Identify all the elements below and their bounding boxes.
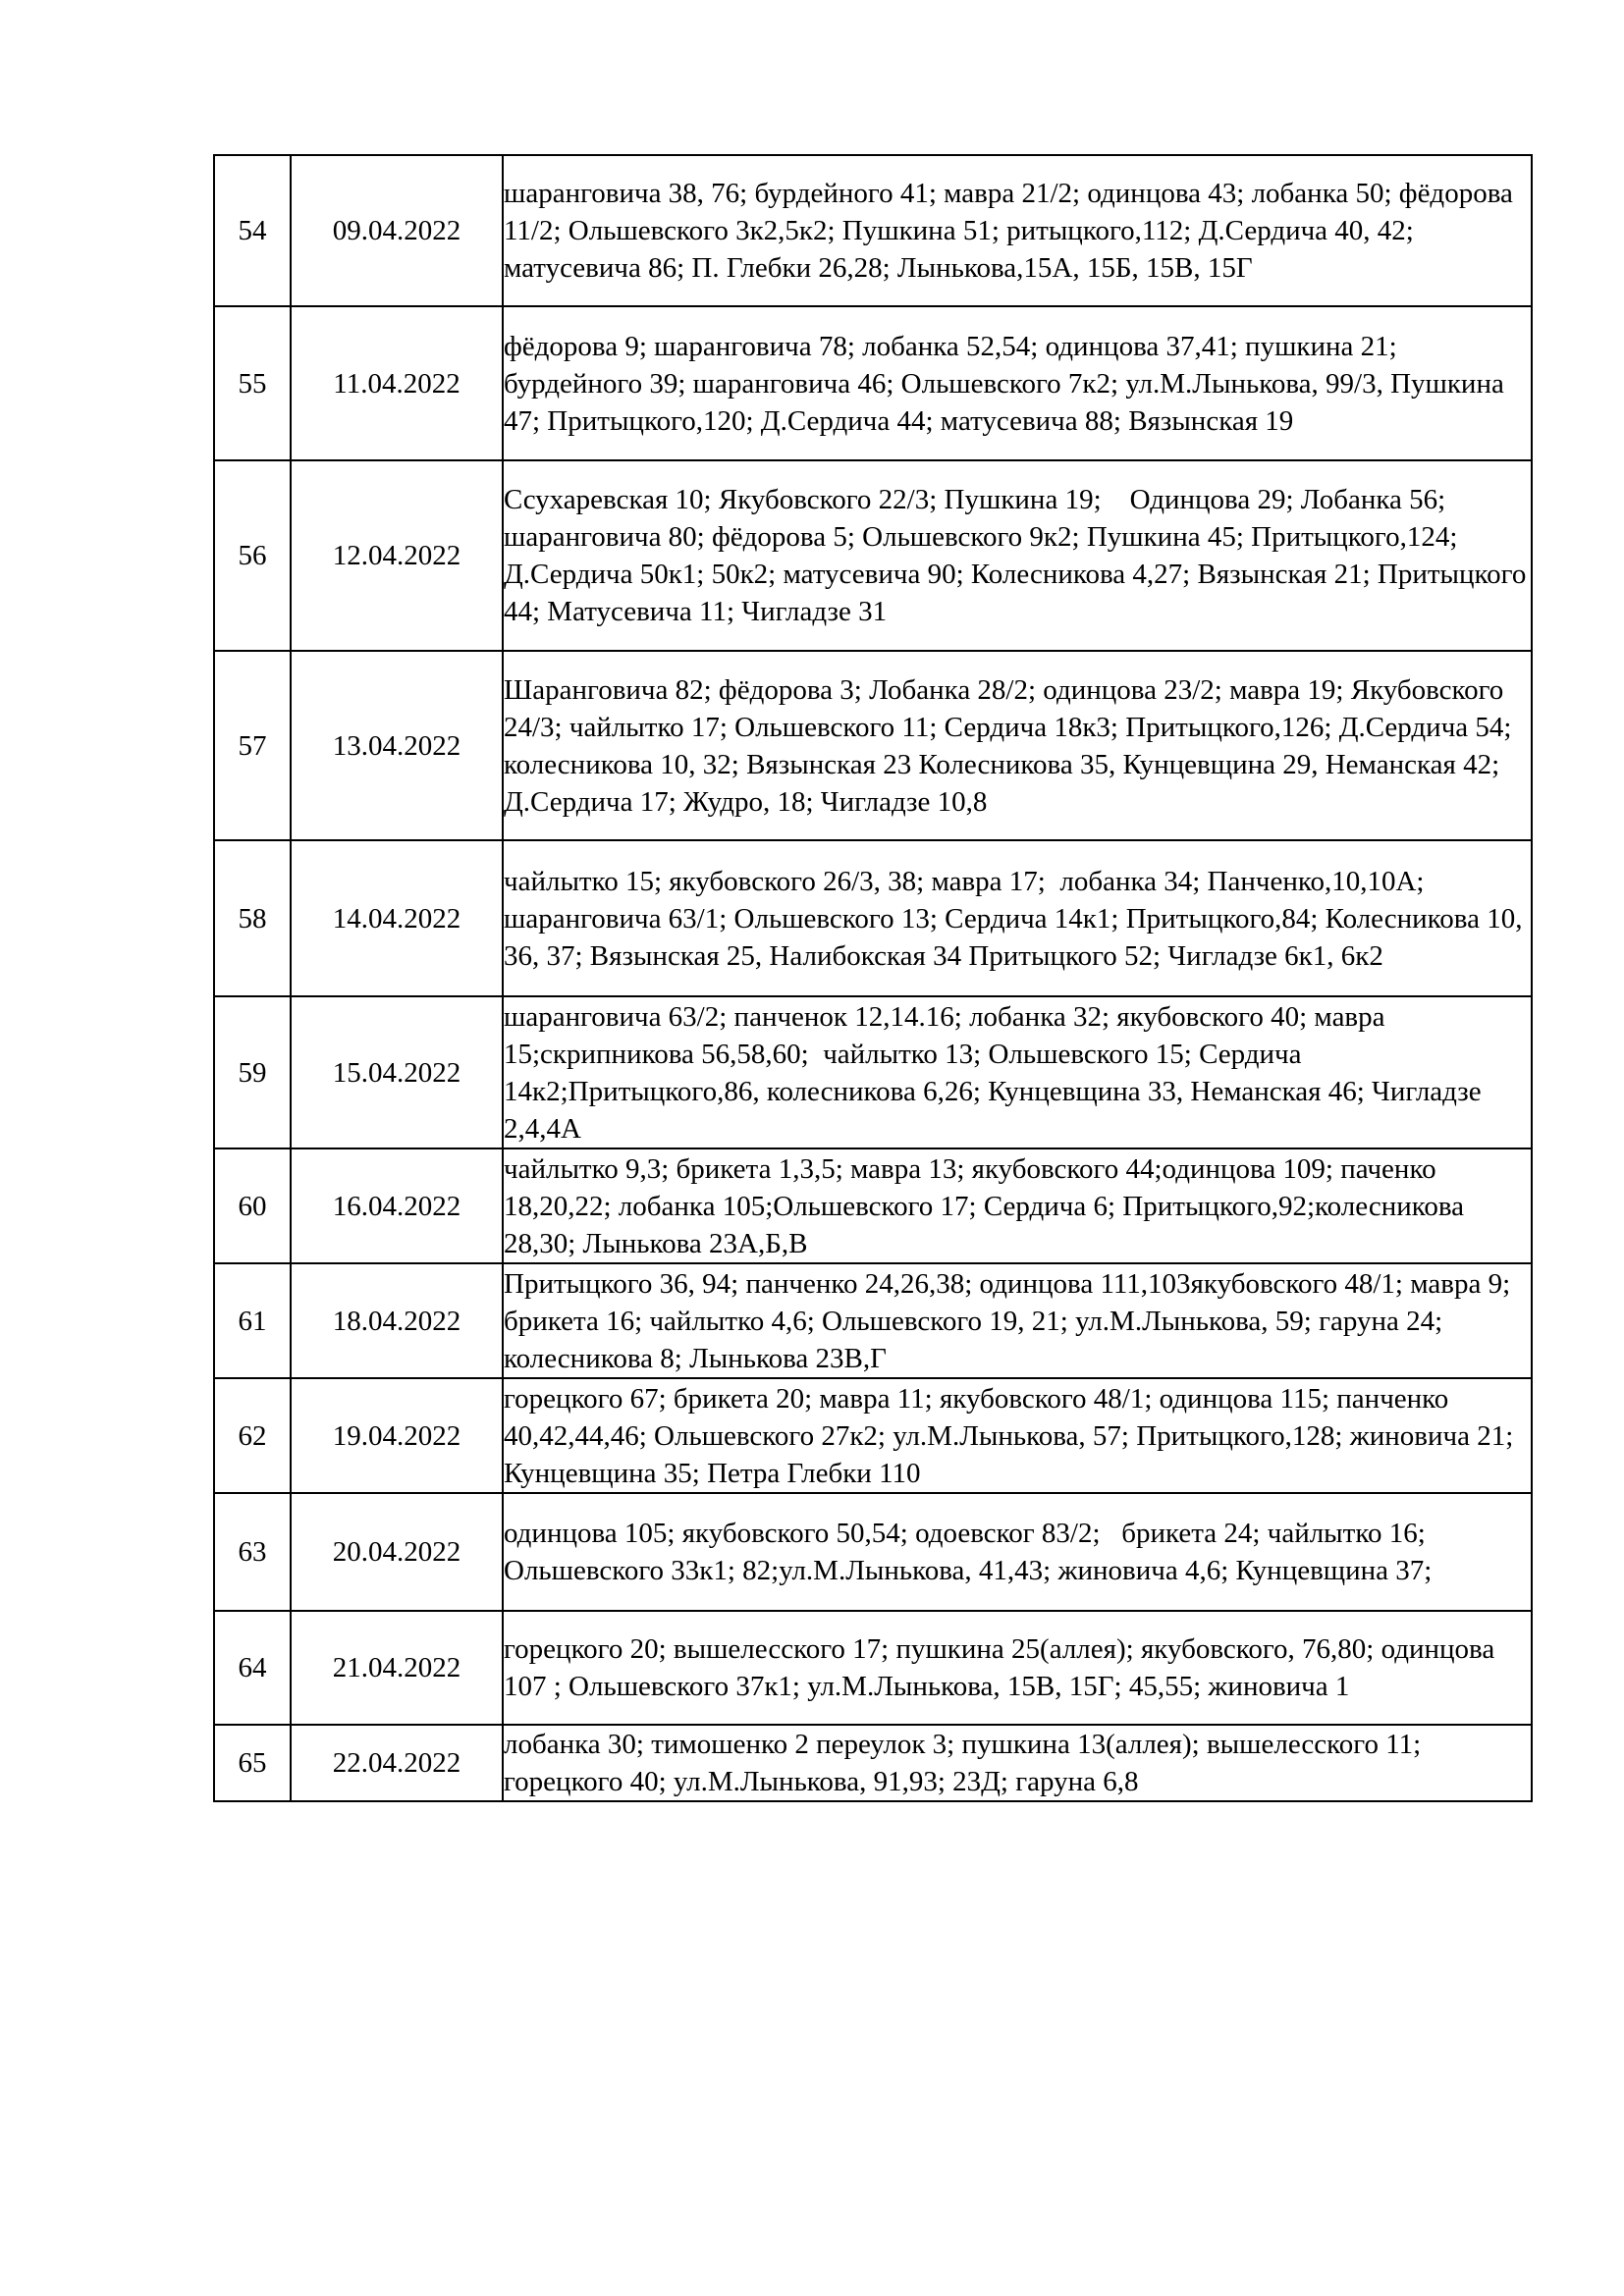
schedule-table-body [214,155,1532,1801]
row-addresses-cell: лобанка 30; тимошенко 2 переулок 3; пушкина 13(аллея); вышелесского 11; горецкого 40; ул.М.Лынькова, 91,93; 23Д; гаруна 6,8 [503,1725,1532,1801]
row-number-cell: 57 [214,651,291,840]
row-addresses-cell: одинцова 105; якубовского 50,54; одоевског 83/2; брикета 24; чайлытко 16; Ольшевского 33к1; 82;ул.М.Лынькова, 41,43; жиновича 4,6; Кунцевщина 37; [503,1493,1532,1611]
row-addresses-cell: горецкого 67; брикета 20; мавра 11; якубовского 48/1; одинцова 115; панченко 40,42,44,46; Ольшевского 27к2; ул.М.Лынькова, 57; Притыцкого,128; жиновича 21; Кунцевщина 35; Петра Глебки 110 [503,1378,1532,1493]
row-date-cell: 14.04.2022 [291,840,503,996]
row-number-cell: 60 [214,1148,291,1263]
row-date-cell: 22.04.2022 [291,1725,503,1801]
table-row [214,1725,1532,1801]
row-number-cell: 59 [214,996,291,1148]
table-row [214,306,1532,460]
table-row [214,155,1532,306]
row-date-cell: 16.04.2022 [291,1148,503,1263]
table-row [214,996,1532,1148]
row-addresses-cell: шаранговича 63/2; панченок 12,14.16; лобанка 32; якубовского 40; мавра 15;скрипникова 56,58,60; чайлытко 13; Ольшевского 15; Сердича 14к2;Притыцкого,86, колесникова 6,26; Кунцевщина 33, Неманская 46; Чигладзе 2,4,4А [503,996,1532,1148]
row-number-cell: 61 [214,1263,291,1378]
table-row [214,651,1532,840]
row-addresses-cell: Притыцкого 36, 94; панченко 24,26,38; одинцова 111,103якубовского 48/1; мавра 9; брикета 16; чайлытко 4,6; Ольшевского 19, 21; ул.М.Лынькова, 59; гаруна 24; колесникова 8; Лынькова 23В,Г [503,1263,1532,1378]
row-date-cell: 11.04.2022 [291,306,503,460]
row-date-cell: 21.04.2022 [291,1611,503,1725]
row-date-cell: 19.04.2022 [291,1378,503,1493]
row-addresses-cell: чайлытко 15; якубовского 26/3, 38; мавра 17; лобанка 34; Панченко,10,10А; шаранговича 63/1; Ольшевского 13; Сердича 14к1; Притыцкого,84; Колесникова 10, 36, 37; Вязынская 25, Налибокская 34 Притыцкого 52; Чигладзе 6к1, 6к2 [503,840,1532,996]
row-addresses-cell: Ссухаревская 10; Якубовского 22/3; Пушкина 19; Одинцова 29; Лобанка 56; шаранговича 80; фёдорова 5; Ольшевского 9к2; Пушкина 45; Притыцкого,124; Д.Сердича 50к1; 50к2; матусевича 90; Колесникова 4,27; Вязынская 21; Притыцкого 44; Матусевича 11; Чигладзе 31 [503,460,1532,651]
row-number-cell: 55 [214,306,291,460]
row-addresses-cell: Шаранговича 82; фёдорова 3; Лобанка 28/2; одинцова 23/2; мавра 19; Якубовского 24/3; чайлытко 17; Ольшевского 11; Сердича 18к3; Притыцкого,126; Д.Сердича 54; колесникова 10, 32; Вязынская 23 Колесникова 35, Кунцевщина 29, Неманская 42; Д.Сердича 17; Жудро, 18; Чигладзе 10,8 [503,651,1532,840]
row-addresses-cell: шаранговича 38, 76; бурдейного 41; мавра 21/2; одинцова 43; лобанка 50; фёдорова 11/2; Ольшевского 3к2,5к2; Пушкина 51; ритыцкого,112; Д.Сердича 40, 42; матусевича 86; П. Глебки 26,28; Лынькова,15А, 15Б, 15В, 15Г [503,155,1532,306]
table-row [214,1493,1532,1611]
row-date-cell: 09.04.2022 [291,155,503,306]
table-row [214,1611,1532,1725]
row-addresses-cell: чайлытко 9,3; брикета 1,3,5; мавра 13; якубовского 44;одинцова 109; паченко 18,20,22; лобанка 105;Ольшевского 17; Сердича 6; Притыцкого,92;колесникова 28,30; Лынькова 23А,Б,В [503,1148,1532,1263]
row-addresses-cell: фёдорова 9; шаранговича 78; лобанка 52,54; одинцова 37,41; пушкина 21; бурдейного 39; шаранговича 46; Ольшевского 7к2; ул.М.Лынькова, 99/3, Пушкина 47; Притыцкого,120; Д.Сердича 44; матусевича 88; Вязынская 19 [503,306,1532,460]
row-number-cell: 54 [214,155,291,306]
table-row [214,1378,1532,1493]
row-addresses-cell: горецкого 20; вышелесского 17; пушкина 25(аллея); якубовского, 76,80; одинцова 107 ; Ольшевского 37к1; ул.М.Лынькова, 15В, 15Г; 45,55; жиновича 1 [503,1611,1532,1725]
row-date-cell: 12.04.2022 [291,460,503,651]
row-number-cell: 56 [214,460,291,651]
row-number-cell: 65 [214,1725,291,1801]
row-number-cell: 62 [214,1378,291,1493]
table-row [214,1148,1532,1263]
row-date-cell: 20.04.2022 [291,1493,503,1611]
table-row [214,460,1532,651]
row-number-cell: 63 [214,1493,291,1611]
row-number-cell: 64 [214,1611,291,1725]
table-row [214,840,1532,996]
table-row [214,1263,1532,1378]
schedule-table [213,154,1533,1802]
row-date-cell: 15.04.2022 [291,996,503,1148]
row-number-cell: 58 [214,840,291,996]
row-date-cell: 13.04.2022 [291,651,503,840]
row-date-cell: 18.04.2022 [291,1263,503,1378]
